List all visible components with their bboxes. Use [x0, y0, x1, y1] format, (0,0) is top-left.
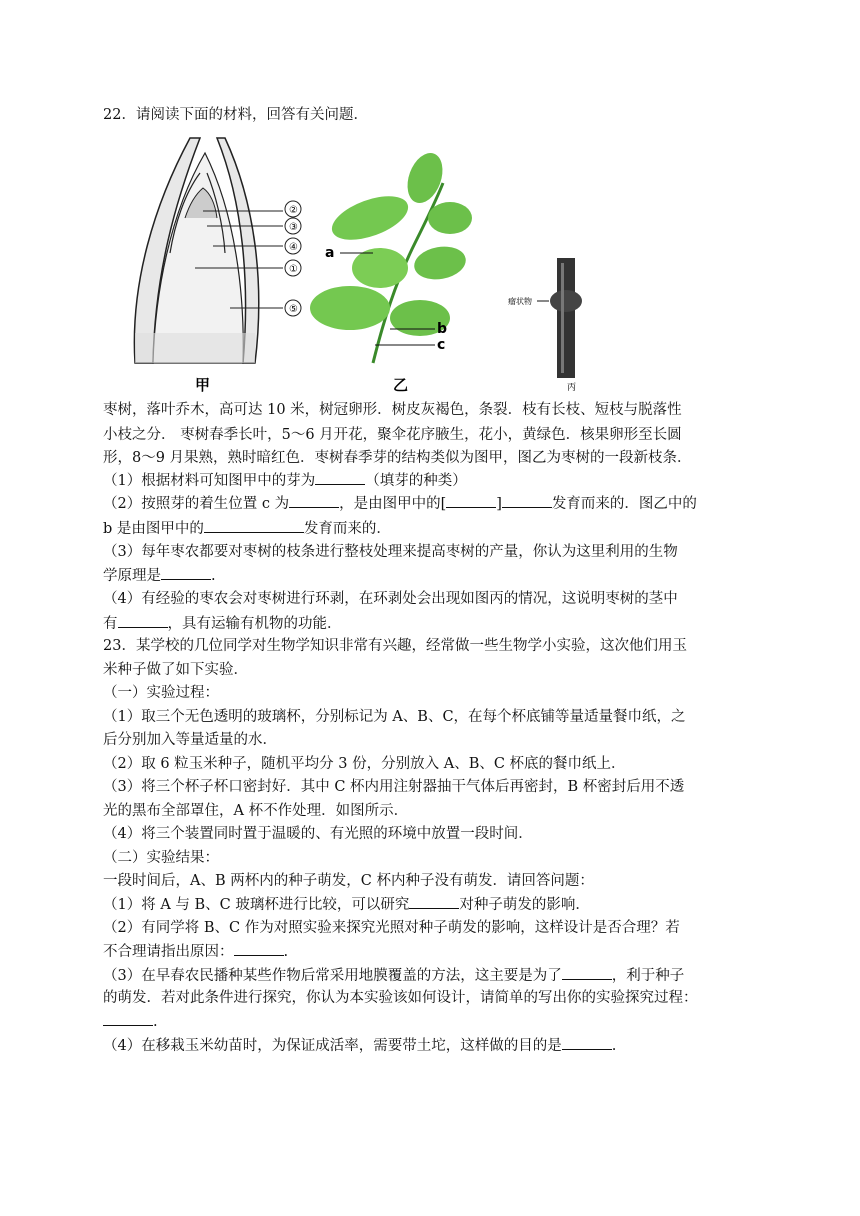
- answer-blank[interactable]: [409, 894, 459, 909]
- stem-figure: [508, 258, 582, 393]
- q23-p4: （4）将三个装置同时置于温暖的、有光照的环境中放置一段时间．: [103, 826, 533, 842]
- q23-p1b: 后分别加入等量适量的水．: [103, 732, 277, 748]
- answer-blank[interactable]: [204, 518, 304, 533]
- jia-label-4: ④: [289, 242, 298, 253]
- q23-title-b: 米种子做了如下实验．: [103, 662, 248, 678]
- q23-r3c: .: [103, 1011, 158, 1032]
- q23-title-a: 23．某学校的几位同学对生物学知识非常有兴趣，经常做一些生物学小实验，这次他们用玉: [103, 638, 687, 654]
- answer-blank[interactable]: [562, 965, 612, 980]
- q22-title: 22．请阅读下面的材料，回答有关问题．: [103, 107, 368, 123]
- answer-blank[interactable]: [161, 565, 211, 580]
- jia-label-3: ③: [289, 222, 298, 233]
- yi-label-a: a: [325, 245, 335, 261]
- q23-r1: （1）将 A 与 B、C 玻璃杯进行比较，可以研究 对种子萌发的影响．: [103, 894, 590, 915]
- q22-question-2a: （2）按照芽的着生位置 c 为 ，是由图甲中的[ ] 发育而来的．图乙中的: [103, 493, 697, 514]
- jia-label-2: ②: [289, 205, 298, 216]
- q22-para-2: 小枝之分． 枣树春季长叶，5～6 月开花，聚伞花序腋生，花小，黄绿色．核果卵形至长圆: [103, 427, 682, 443]
- q23-res-head: （二）实验结果：: [103, 850, 219, 866]
- bing-label: 瘤状物: [508, 297, 532, 306]
- q23-proc-head: （一）实验过程：: [103, 685, 219, 701]
- branch-figure: [310, 148, 472, 394]
- q23-res: 一段时间后，A、B 两杯内的种子萌发，C 杯内种子没有萌发．请回答问题：: [103, 873, 594, 889]
- q23-r2b: 不合理请指出原因： .: [103, 941, 288, 962]
- bud-section-figure: [134, 138, 301, 394]
- yi-label-c: c: [437, 337, 446, 353]
- q23-r4: （4）在移栽玉米幼苗时，为保证成活率，需要带土坨，这样做的目的是 .: [103, 1035, 616, 1056]
- q22-para-3: 形，8～9 月果熟，熟时暗红色．枣树春季芽的结构类似为图甲，图乙为枣树的一段新枝条．: [103, 450, 692, 466]
- jia-label-5: ⑤: [289, 304, 298, 315]
- q22-question-4a: （4）有经验的枣农会对枣树进行环剥，在环剥处会出现如图丙的情况，这说明枣树的茎中: [103, 591, 678, 607]
- q22-para-1: 枣树，落叶乔木，高可达 10 米，树冠卵形．树皮灰褐色，条裂．枝有长枝、短枝与脱落性: [103, 402, 682, 418]
- q23-r2a: （2）有同学将 B、C 作为对照实验来探究光照对种子萌发的影响，这样设计是否合理？若: [103, 920, 680, 936]
- q23-r3a: （3）在早春农民播种某些作物后常采用地膜覆盖的方法，这主要是为了 ，利于种子: [103, 965, 684, 986]
- fig-yi-caption: 乙: [393, 376, 409, 394]
- answer-blank[interactable]: [315, 470, 365, 485]
- answer-blank[interactable]: [118, 613, 168, 628]
- q23-r3b: 的萌发．若对此条件进行探究，你认为本实验该如何设计，请简单的写出你的实验探究过程：: [103, 990, 698, 1006]
- q22-question-3b: 学原理是 .: [103, 565, 216, 586]
- fig-bing-caption: 丙: [567, 383, 577, 393]
- answer-blank[interactable]: [446, 493, 496, 508]
- q23-p3a: （3）将三个杯子杯口密封好．其中 C 杯内用注射器抽干气体后再密封，B 杯密封后用不透: [103, 779, 685, 795]
- jia-label-1: ①: [289, 264, 298, 275]
- q22-question-1: （1）根据材料可知图甲中的芽为 （填芽的种类）: [103, 470, 467, 491]
- q22-question-2b: b 是由图甲中的 发育而来的．: [103, 518, 391, 539]
- answer-blank[interactable]: [234, 941, 284, 956]
- fig-jia-caption: 甲: [195, 376, 211, 394]
- answer-blank[interactable]: [103, 1011, 153, 1026]
- q22-question-3a: （3）每年枣农都要对枣树的枝条进行整枝处理来提高枣树的产量，你认为这里利用的生物: [103, 544, 678, 560]
- q22-question-4b: 有 ，具有运输有机物的功能．: [103, 613, 342, 634]
- answer-blank[interactable]: [502, 493, 552, 508]
- yi-label-b: b: [437, 321, 448, 337]
- answer-blank[interactable]: [289, 493, 339, 508]
- q23-p2: （2）取 6 粒玉米种子，随机平均分 3 份，分别放入 A、B、C 杯底的餐巾纸上．: [103, 756, 626, 772]
- figure-panel: [125, 133, 625, 395]
- q23-p3b: 光的黑布全部罩住，A 杯不作处理．如图所示．: [103, 803, 409, 819]
- q23-p1a: （1）取三个无色透明的玻璃杯，分别标记为 A、B、C，在每个杯底铺等量适量餐巾纸，之: [103, 709, 686, 725]
- answer-blank[interactable]: [562, 1035, 612, 1050]
